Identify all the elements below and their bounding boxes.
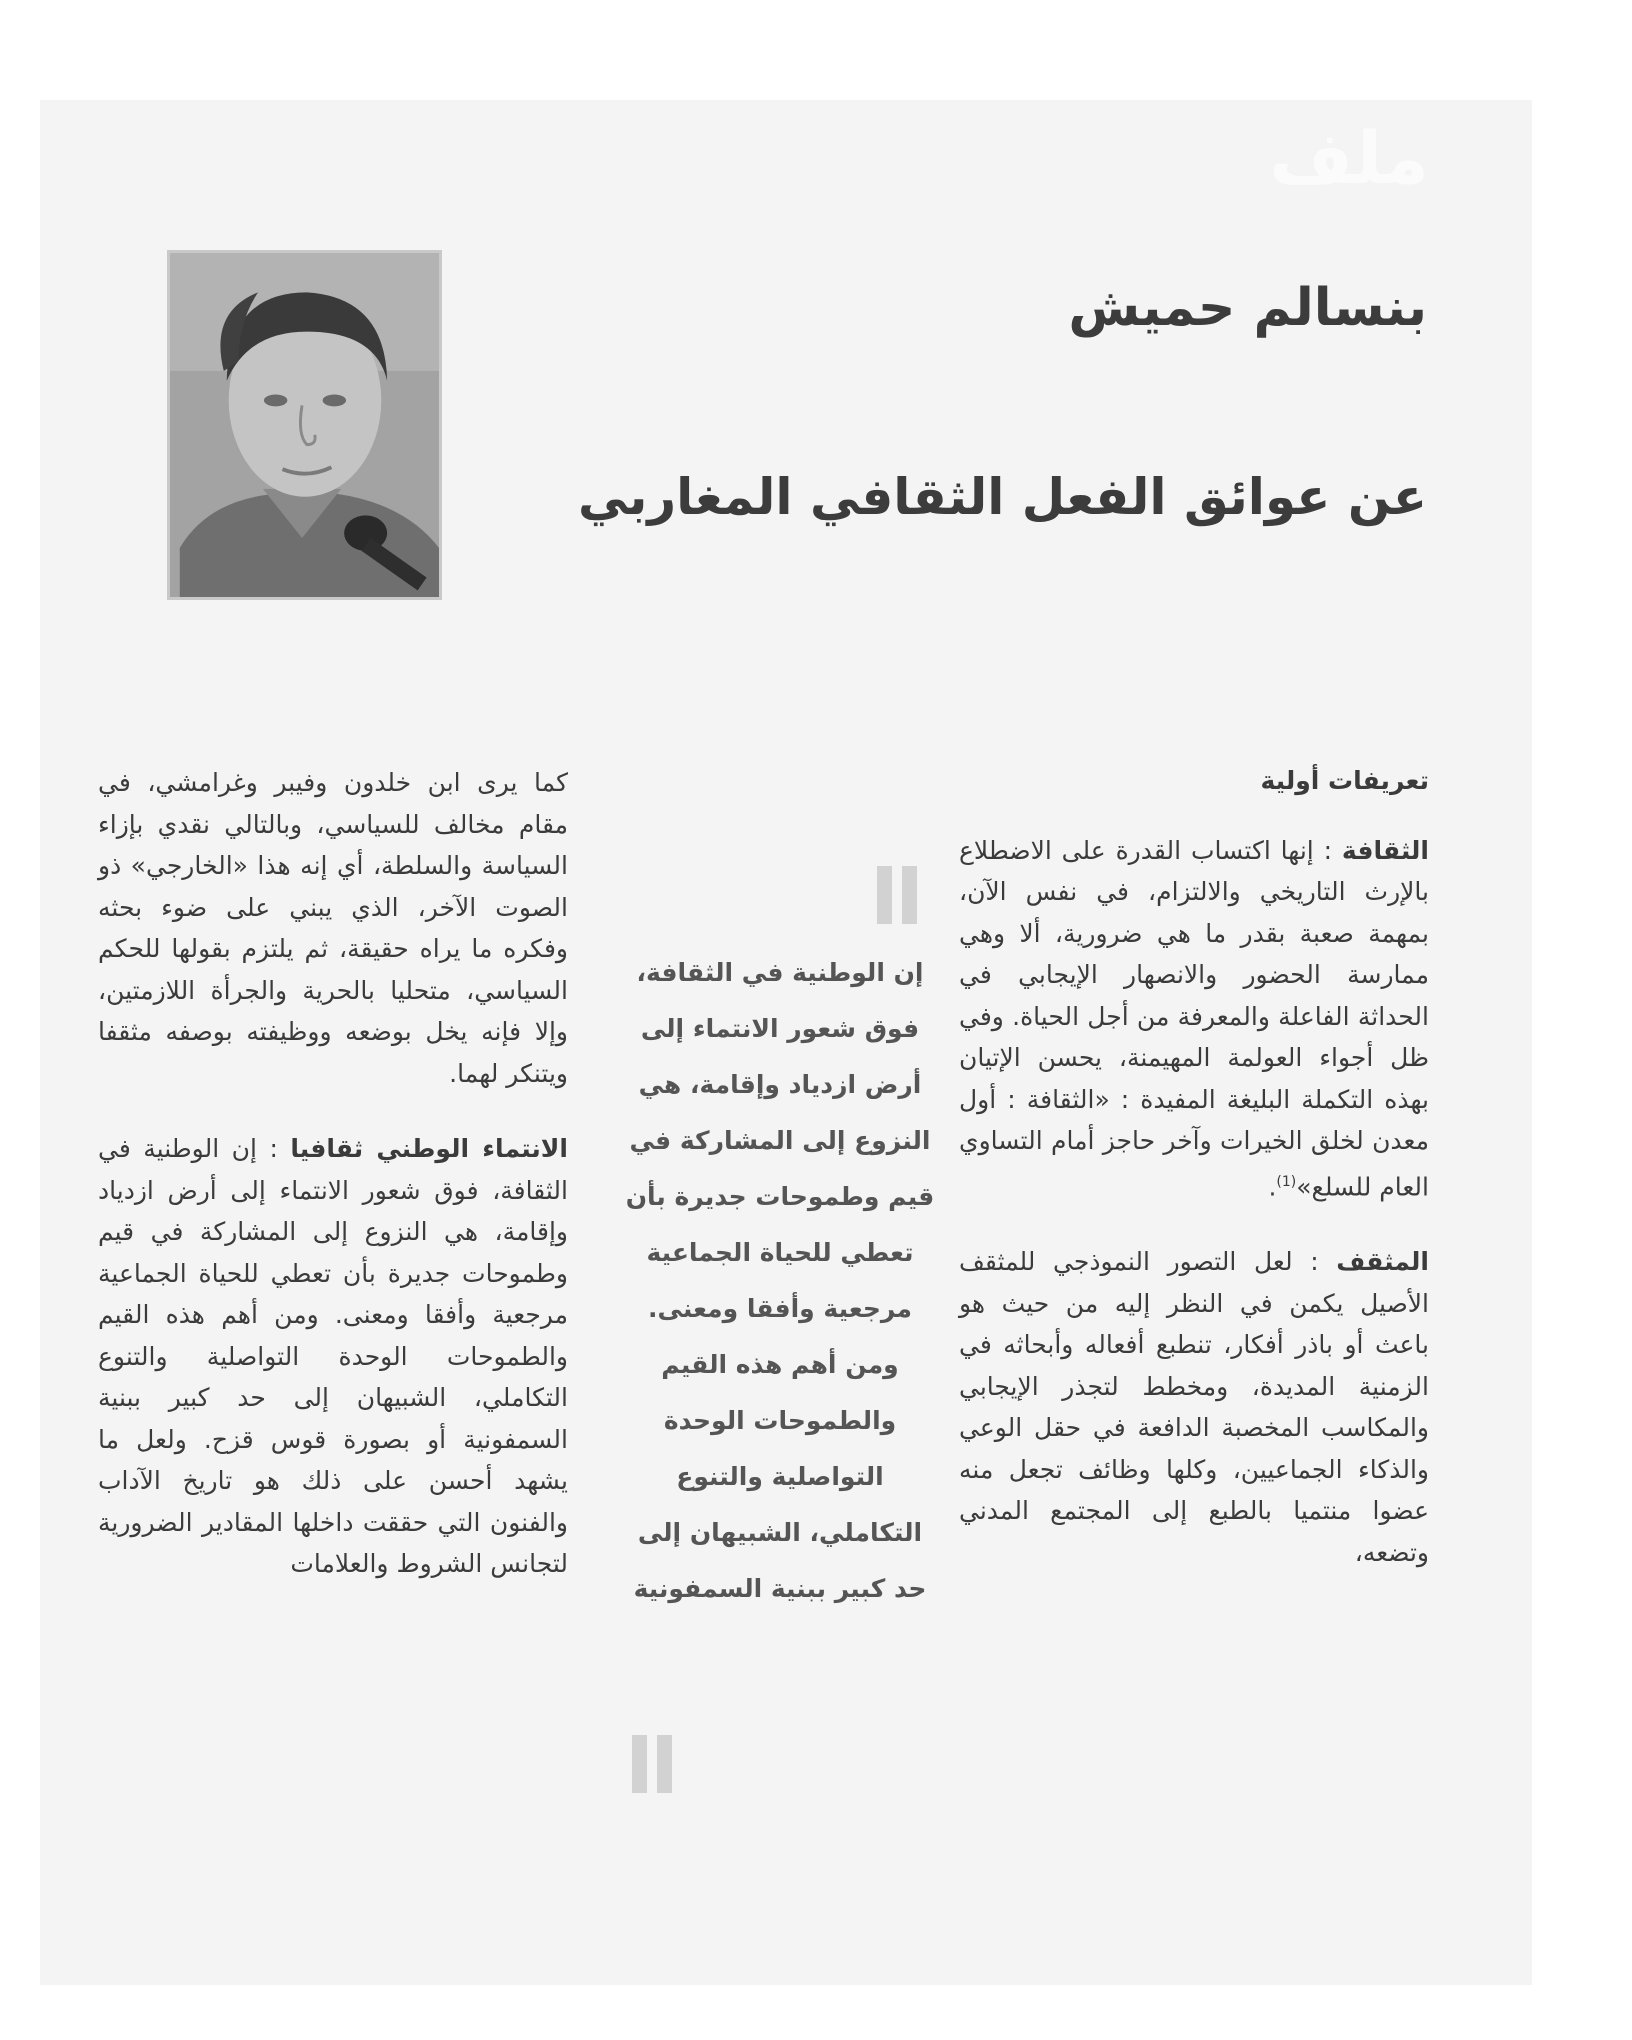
pull-quote: إن الوطنية في الثقافة، فوق شعور الانتماء إلى أرض ازدياد وإقامة، هي النزوع إلى المشاركة في قيم وطموحات جديرة بأن تعطي للحياة الجماعية مرجعية وأفقا ومعنى. ومن أهم هذه القيم والطموحات الوحدة التواصلية والتنوع التكاملي، الشبيهان إلى حد كبير ببنية السمفونية	[625, 958, 935, 1603]
belonging-term: الانتماء الوطني ثقافيا	[290, 1134, 568, 1163]
culture-paragraph	[959, 830, 1429, 1208]
footnote-marker: (1)	[1276, 1173, 1297, 1190]
right-column	[959, 760, 1429, 1573]
article-title: عن عوائق الفعل الثقافي المغاربي	[578, 468, 1427, 526]
quote-mark-open-icon	[877, 866, 917, 924]
subheading: تعريفات أولية	[1260, 766, 1429, 795]
intellectual-text: : لعل التصور النموذجي للمثقف الأصيل يكمن في النظر إليه من حيث هو باعث أو باذر أفكار، تنطبع أفعاله وأبحاثه في الزمنية المديدة، ومخطط لتجذر الإيجابي والمكاسب المخصبة الدافعة في حقل الوعي والذكاء الجماعيين، وكلها وظائف تجعل منه عضوا منتميا بالطبع إلى المجتمع المدني وتضعه،	[959, 1247, 1429, 1567]
author-photo	[167, 250, 442, 600]
culture-end: .	[1268, 1171, 1277, 1201]
quote-mark-close-icon	[632, 1735, 672, 1793]
culture-text: : إنها اكتساب القدرة على الاضطلاع بالإرث التاريخي والالتزام، في نفس الآن، بمهمة صعبة بقدر ما هي ضرورية، ألا وهي ممارسة الحضور والانصهار الإيجابي في الحداثة الفاعلة والمعرفة من أجل الحياة. وفي ظل أجواء العولمة المهيمنة، يحسن الإتيان بهذه التكملة البليغة المفيدة : «الثقافة : أول معدن لخلق الخيرات وآخر حاجز أمام التساوي العام للسلع»	[959, 835, 1429, 1201]
belonging-text: : إن الوطنية في الثقافة، فوق شعور الانتماء إلى أرض ازدياد وإقامة، هي النزوع إلى المشاركة في قيم وطموحات جديرة بأن تعطي للحياة الجماعية مرجعية وأفقا ومعنى. ومن أهم هذه القيم والطموحات الوحدة التواصلية والتنوع التكاملي، الشبيهان إلى حد كبير ببنية السمفونية أو بصورة قوس قزح. ولعل ما يشهد أحسن على ذلك هو تاريخ الآداب والفنون التي حققت داخلها المقادير الضرورية لتجانس الشروط والعلامات	[98, 1134, 568, 1578]
left-column	[98, 762, 568, 1585]
intro-paragraph: كما يرى ابن خلدون وفيبر وغرامشي، في مقام مخالف للسياسي، وبالتالي نقدي بإزاء السياسة والسلطة، أي إنه هذا «الخارجي» ذو الصوت الآخر، الذي يبني على ضوء بحثه وفكره ما يراه حقيقة، ثم يلتزم بقولها للحكم السياسي، متحليا بالحرية والجرأة اللازمتين، وإلا فإنه يخل بوضعه ووظيفته بوصفه مثقفا ويتنكر لهما.	[98, 768, 568, 1088]
belonging-paragraph	[98, 1128, 568, 1585]
author-portrait-image	[170, 253, 439, 597]
culture-term: الثقافة	[1341, 835, 1429, 865]
intellectual-paragraph	[959, 1241, 1429, 1573]
author-name: بنسالم حميش	[1068, 278, 1427, 338]
section-tag: ملف	[1269, 116, 1429, 200]
intellectual-term: المثقف	[1336, 1247, 1429, 1277]
